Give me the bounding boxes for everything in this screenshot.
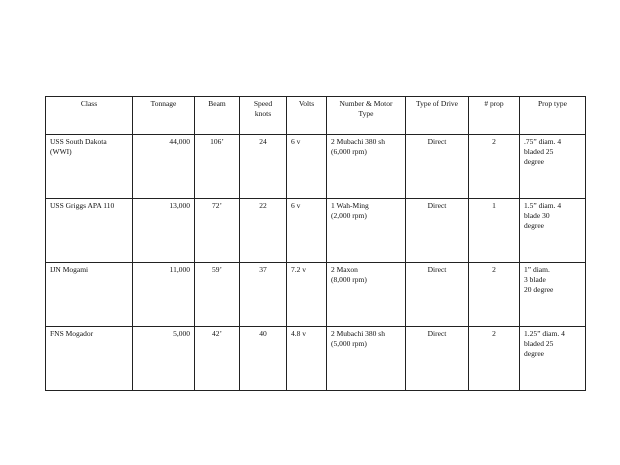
header-class: Class bbox=[46, 97, 133, 135]
cell-motor: 2 Mubachi 380 sh (6,000 rpm) bbox=[327, 135, 406, 199]
cell-tonnage: 13,000 bbox=[133, 199, 195, 263]
cell-class: FNS Mogador bbox=[46, 327, 133, 391]
cell-speed: 24 bbox=[240, 135, 287, 199]
cell-props: 2 bbox=[469, 327, 520, 391]
cell-prop-type: .75” diam. 4 bladed 25 degree bbox=[520, 135, 586, 199]
cell-tonnage: 5,000 bbox=[133, 327, 195, 391]
cell-drive: Direct bbox=[406, 135, 469, 199]
table-row bbox=[46, 263, 586, 327]
cell-beam: 42’ bbox=[195, 327, 240, 391]
header-beam: Beam bbox=[195, 97, 240, 135]
table-row bbox=[46, 135, 586, 199]
cell-prop-type: 1” diam. 3 blade 20 degree bbox=[520, 263, 586, 327]
header-tonnage: Tonnage bbox=[133, 97, 195, 135]
header-drive: Type of Drive bbox=[406, 97, 469, 135]
cell-class: IJN Mogami bbox=[46, 263, 133, 327]
cell-volts: 7.2 v bbox=[287, 263, 327, 327]
cell-drive: Direct bbox=[406, 327, 469, 391]
cell-tonnage: 11,000 bbox=[133, 263, 195, 327]
cell-tonnage: 44,000 bbox=[133, 135, 195, 199]
table-row bbox=[46, 199, 586, 263]
cell-speed: 37 bbox=[240, 263, 287, 327]
cell-drive: Direct bbox=[406, 199, 469, 263]
header-props: # prop bbox=[469, 97, 520, 135]
header-speed: Speed knots bbox=[240, 97, 287, 135]
header-motor: Number & Motor Type bbox=[327, 97, 406, 135]
cell-motor: 2 Mubachi 380 sh (5,000 rpm) bbox=[327, 327, 406, 391]
table-row bbox=[46, 327, 586, 391]
cell-prop-type: 1.25” diam. 4 bladed 25 degree bbox=[520, 327, 586, 391]
cell-drive: Direct bbox=[406, 263, 469, 327]
cell-props: 2 bbox=[469, 135, 520, 199]
cell-motor: 1 Wah-Ming (2,000 rpm) bbox=[327, 199, 406, 263]
cell-props: 1 bbox=[469, 199, 520, 263]
cell-beam: 72’ bbox=[195, 199, 240, 263]
cell-speed: 40 bbox=[240, 327, 287, 391]
header-volts: Volts bbox=[287, 97, 327, 135]
cell-motor: 2 Maxon (8,000 rpm) bbox=[327, 263, 406, 327]
cell-props: 2 bbox=[469, 263, 520, 327]
table-header-row bbox=[46, 97, 586, 135]
ship-specs-table bbox=[45, 96, 586, 391]
cell-volts: 4.8 v bbox=[287, 327, 327, 391]
cell-class: USS Griggs APA 110 bbox=[46, 199, 133, 263]
header-prop-type: Prop type bbox=[520, 97, 586, 135]
cell-beam: 59’ bbox=[195, 263, 240, 327]
cell-beam: 106’ bbox=[195, 135, 240, 199]
cell-volts: 6 v bbox=[287, 199, 327, 263]
cell-prop-type: 1.5” diam. 4 blade 30 degree bbox=[520, 199, 586, 263]
cell-speed: 22 bbox=[240, 199, 287, 263]
cell-class: USS South Dakota (WWI) bbox=[46, 135, 133, 199]
cell-volts: 6 v bbox=[287, 135, 327, 199]
